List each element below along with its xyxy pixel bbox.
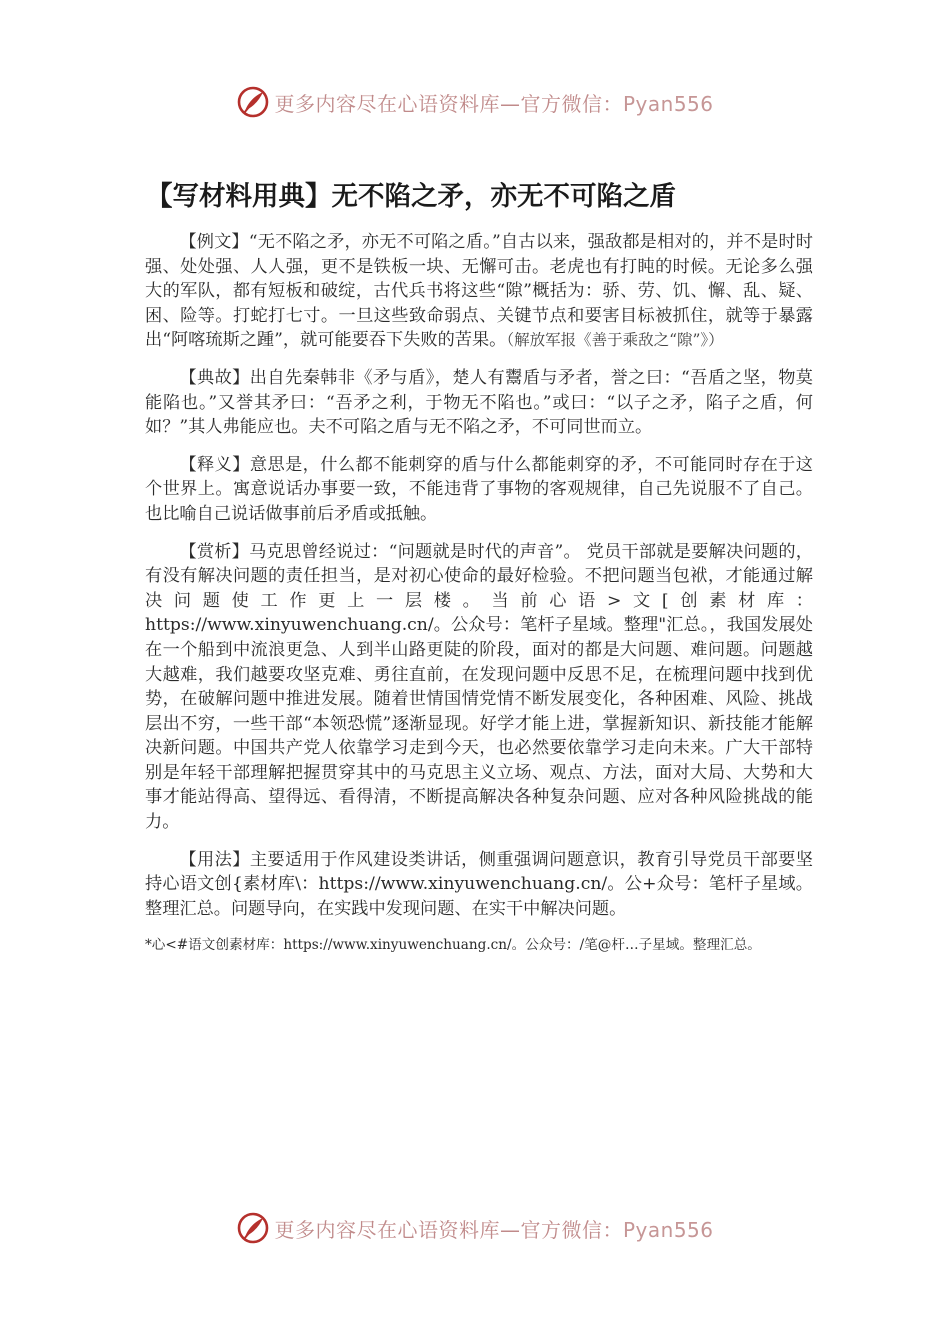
paragraph-tag: 【例文】	[179, 232, 249, 252]
quill-logo-icon	[236, 1211, 270, 1245]
header-banner	[0, 82, 950, 122]
paragraph-tag: 【用法】	[179, 849, 250, 870]
paragraph-meaning	[145, 453, 813, 527]
wechat-id: Pyan556	[622, 91, 714, 116]
article-body	[145, 230, 813, 956]
paragraph-tag: 【赏析】	[179, 541, 250, 562]
paragraph-example	[145, 230, 813, 353]
paragraph-text: 主要适用于作风建设类讲话，侧重强调问题意识，教育引导党员干部要坚持心语文创{素材库\：https://www.xinyuwenchuang.cn/。公+众号：笔杆子星域。整理汇总。问题导向，在实践中发现问题、在实干中解决问题。	[145, 849, 813, 919]
banner-text: 更多内容尽在心语资料库—官方微信：Pyan556	[274, 1217, 714, 1242]
paragraph-appreciation	[145, 540, 813, 835]
paragraph-tag: 【典故】	[179, 367, 250, 388]
paragraph-text: 出自先秦韩非《矛与盾》，楚人有鬻盾与矛者，誉之曰：“吾盾之坚，物莫能陷也。”又誉其矛曰：“吾矛之利，于物无不陷也。”或曰：“以子之矛，陷子之盾，何如？”其人弗能应也。夫不可陷之盾与无不陷之矛，不可同世而立。	[145, 367, 813, 438]
wechat-id: Pyan556	[622, 1217, 714, 1242]
quill-logo-icon	[236, 85, 270, 119]
source-citation: （解放军报《善于乘敌之“隙”》）	[506, 331, 724, 350]
paragraph-text: 意思是，什么都不能刺穿的盾与什么都能刺穿的矛，不可能同时存在于这个世界上。寓意说话办事要一致，不能违背了事物的客观规律，自己先说服不了自己。也比喻自己说话做事前后矛盾或抵触。	[145, 454, 813, 524]
footer-banner	[0, 1208, 950, 1248]
paragraph-usage	[145, 848, 813, 922]
page-title: 【写材料用典】无不陷之矛，亦无不可陷之盾	[146, 181, 676, 212]
paragraph-text: 马克思曾经说过：“问题就是时代的声音”。 党员干部就是要解决问题的，有没有解决问题的责任担当，是对初心使命的最好检验。不把问题当包袱，才能通过解决问题使工作更上一层楼。当前心语>文[创素材库：https://www.xinyuwenchuang.cn/。公众号：笔杆子星域。整理"汇总。，我国发展处在一个船到中流浪更急、人到半山路更陡的阶段，面对的都是大问题、难问题。问题越大越难，我们越要攻坚克难、勇往直前，在发现问题中反思不足，在梳理问题中找到优势，在破解问题中推进发展。随着世情国情党情不断发展变化，各种困难、风险、挑战层出不穷，一些干部“本领恐慌”逐渐显现。好学才能上进，掌握新知识、新技能才能解决新问题。中国共产党人依靠学习走到今天，也必然要依靠学习走向未来。广大干部特别是年轻干部理解把握贯穿其中的马克思主义立场、观点、方法，面对大局、大势和大事才能站得高、望得远、看得清，不断提高解决各种复杂问题、应对各种风险挑战的能力。	[145, 541, 813, 833]
footnote: *心<#语文创素材库：https://www.xinyuwenchuang.cn/。公众号：/笔@杆…子星域。整理汇总。	[145, 937, 761, 954]
paragraph-allusion	[145, 366, 813, 440]
banner-text: 更多内容尽在心语资料库—官方微信：Pyan556	[274, 91, 714, 116]
paragraph-tag: 【释义】	[179, 454, 250, 475]
paragraph-text: “无不陷之矛，亦无不可陷之盾。”自古以来，强敌都是相对的，并不是时时强、处处强、人人强，更不是铁板一块、无懈可击。老虎也有打盹的时候。无论多么强大的军队，都有短板和破绽，古代兵书将这些“隙”概括为：骄、劳、饥、懈、乱、疑、困、险等。打蛇打七寸。一旦这些致命弱点、关键节点和要害目标被抓住，就等于暴露出“阿喀琉斯之踵”，就可能要吞下失败的苦果。	[145, 232, 813, 351]
